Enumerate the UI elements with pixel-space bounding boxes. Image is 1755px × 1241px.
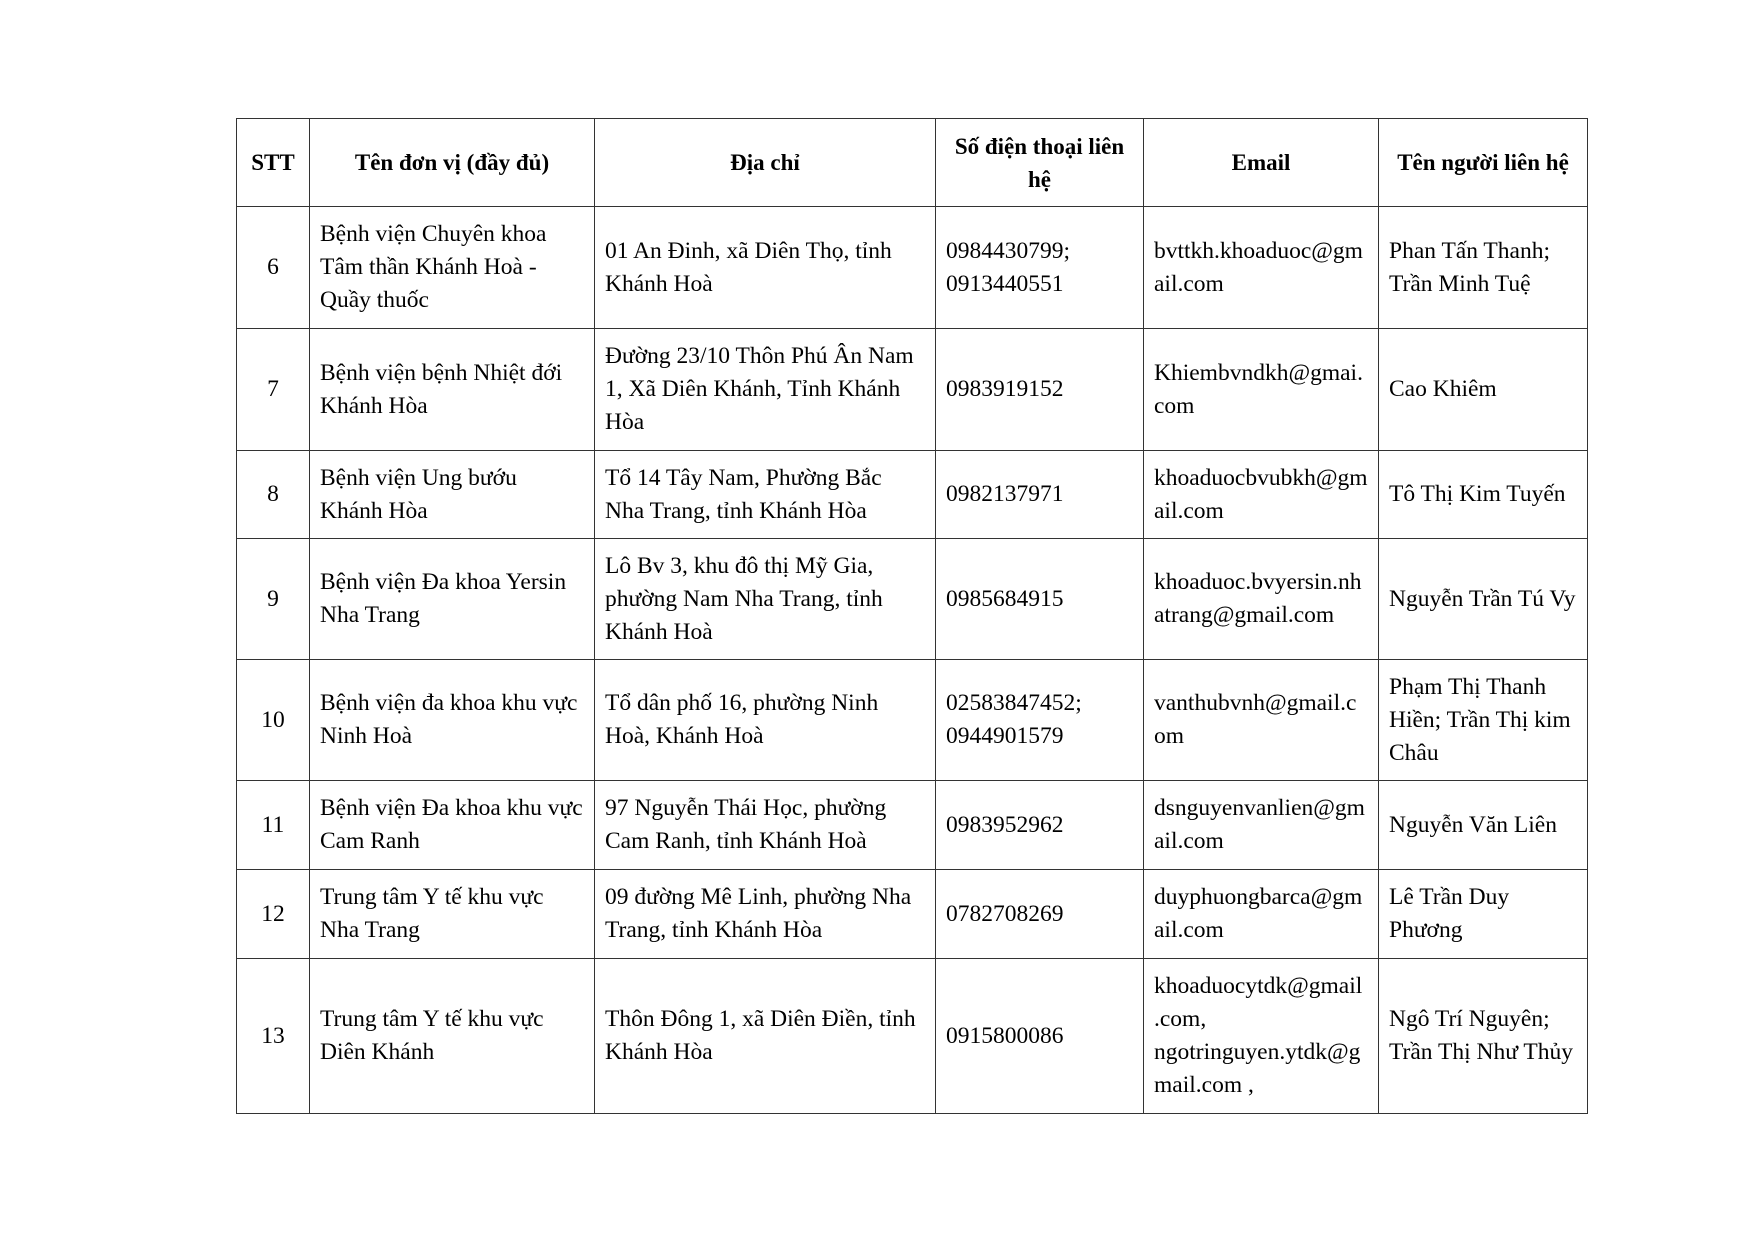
header-phone: Số điện thoại liên hệ xyxy=(936,119,1144,207)
cell-contact-person: Cao Khiêm xyxy=(1379,329,1588,451)
cell-email: khoaduocytdk@gmail.com, ngotringuyen.ytdk@gmail.com , xyxy=(1144,959,1379,1114)
cell-phone: 0782708269 xyxy=(936,870,1144,959)
cell-contact-person: Phan Tấn Thanh; Trần Minh Tuệ xyxy=(1379,207,1588,329)
table-row xyxy=(237,870,1588,959)
header-address: Địa chỉ xyxy=(595,119,936,207)
cell-email: Khiembvndkh@gmai.com xyxy=(1144,329,1379,451)
cell-address: Thôn Đông 1, xã Diên Điền, tỉnh Khánh Hòa xyxy=(595,959,936,1114)
cell-stt: 10 xyxy=(237,660,310,781)
cell-unit-name: Bệnh viện Đa khoa khu vực Cam Ranh xyxy=(310,781,595,870)
cell-stt: 7 xyxy=(237,329,310,451)
cell-phone: 0984430799; 0913440551 xyxy=(936,207,1144,329)
table-row xyxy=(237,539,1588,660)
table-row xyxy=(237,781,1588,870)
contacts-table xyxy=(236,118,1588,1114)
cell-contact-person: Nguyễn Văn Liên xyxy=(1379,781,1588,870)
cell-stt: 6 xyxy=(237,207,310,329)
cell-contact-person: Ngô Trí Nguyên; Trần Thị Như Thủy xyxy=(1379,959,1588,1114)
cell-unit-name: Trung tâm Y tế khu vực Nha Trang xyxy=(310,870,595,959)
cell-stt: 11 xyxy=(237,781,310,870)
table-header-row xyxy=(237,119,1588,207)
cell-contact-person: Nguyễn Trần Tú Vy xyxy=(1379,539,1588,660)
cell-stt: 9 xyxy=(237,539,310,660)
cell-email: dsnguyenvanlien@gmail.com xyxy=(1144,781,1379,870)
cell-stt: 12 xyxy=(237,870,310,959)
table-row xyxy=(237,207,1588,329)
table-row xyxy=(237,329,1588,451)
cell-unit-name: Bệnh viện Ung bướu Khánh Hòa xyxy=(310,451,595,539)
cell-unit-name: Bệnh viện Chuyên khoa Tâm thần Khánh Hoà - Quầy thuốc xyxy=(310,207,595,329)
header-unit-name: Tên đơn vị (đầy đủ) xyxy=(310,119,595,207)
cell-phone: 02583847452; 0944901579 xyxy=(936,660,1144,781)
table-row xyxy=(237,451,1588,539)
cell-email: bvttkh.khoaduoc@gmail.com xyxy=(1144,207,1379,329)
cell-address: 01 An Đinh, xã Diên Thọ, tỉnh Khánh Hoà xyxy=(595,207,936,329)
cell-email: duyphuongbarca@gmail.com xyxy=(1144,870,1379,959)
cell-address: 09 đường Mê Linh, phường Nha Trang, tỉnh Khánh Hòa xyxy=(595,870,936,959)
cell-contact-person: Lê Trần Duy Phương xyxy=(1379,870,1588,959)
cell-contact-person: Phạm Thị Thanh Hiền; Trần Thị kim Châu xyxy=(1379,660,1588,781)
cell-address: Tổ dân phố 16, phường Ninh Hoà, Khánh Hoà xyxy=(595,660,936,781)
cell-stt: 8 xyxy=(237,451,310,539)
cell-email: khoaduoc.bvyersin.nhatrang@gmail.com xyxy=(1144,539,1379,660)
cell-stt: 13 xyxy=(237,959,310,1114)
cell-unit-name: Bệnh viện bệnh Nhiệt đới Khánh Hòa xyxy=(310,329,595,451)
cell-phone: 0915800086 xyxy=(936,959,1144,1114)
table-row xyxy=(237,959,1588,1114)
header-contact-person: Tên người liên hệ xyxy=(1379,119,1588,207)
cell-unit-name: Bệnh viện đa khoa khu vực Ninh Hoà xyxy=(310,660,595,781)
cell-phone: 0982137971 xyxy=(936,451,1144,539)
header-stt: STT xyxy=(237,119,310,207)
cell-address: Đường 23/10 Thôn Phú Ân Nam 1, Xã Diên Khánh, Tỉnh Khánh Hòa xyxy=(595,329,936,451)
cell-phone: 0983952962 xyxy=(936,781,1144,870)
cell-email: vanthubvnh@gmail.com xyxy=(1144,660,1379,781)
cell-unit-name: Bệnh viện Đa khoa Yersin Nha Trang xyxy=(310,539,595,660)
cell-address: Lô Bv 3, khu đô thị Mỹ Gia, phường Nam Nha Trang, tỉnh Khánh Hoà xyxy=(595,539,936,660)
table-row xyxy=(237,660,1588,781)
cell-phone: 0983919152 xyxy=(936,329,1144,451)
cell-contact-person: Tô Thị Kim Tuyến xyxy=(1379,451,1588,539)
cell-phone: 0985684915 xyxy=(936,539,1144,660)
cell-address: Tổ 14 Tây Nam, Phường Bắc Nha Trang, tỉnh Khánh Hòa xyxy=(595,451,936,539)
cell-unit-name: Trung tâm Y tế khu vực Diên Khánh xyxy=(310,959,595,1114)
cell-email: khoaduocbvubkh@gmail.com xyxy=(1144,451,1379,539)
header-email: Email xyxy=(1144,119,1379,207)
cell-address: 97 Nguyễn Thái Học, phường Cam Ranh, tỉnh Khánh Hoà xyxy=(595,781,936,870)
